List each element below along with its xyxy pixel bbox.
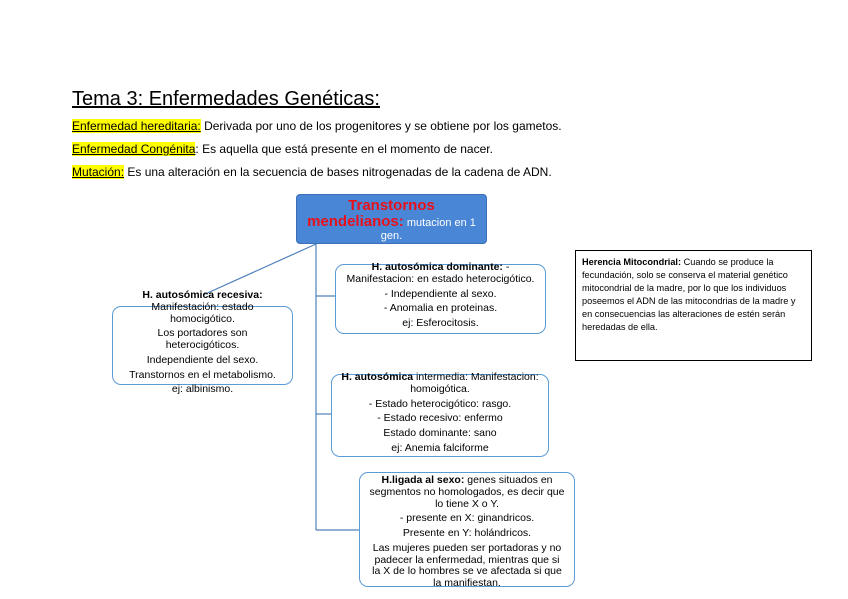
text-dominante [335, 262, 546, 330]
intermedia-line: ej: Anemia falciforme [391, 441, 489, 454]
text-intermedia [331, 372, 549, 455]
text-ligada [359, 475, 575, 590]
main-node-suffix: mutacion en 1 [403, 216, 476, 229]
intermedia-line: homoigótica. [410, 382, 470, 395]
ligada-heading: H.ligada al sexo: [381, 474, 465, 486]
main-node-mendelianos [296, 194, 487, 244]
recesiva-line: homocigótico. [170, 312, 235, 325]
intermedia-heading: H. autosómica [341, 371, 414, 383]
definition-text: Derivada por uno de los progenitores y se obtiene por los gametos. [200, 119, 562, 133]
ligada-line: segmentos no homologados, es decir que [369, 485, 565, 498]
dominante-heading-suffix: - [502, 261, 510, 273]
ligada-line: padecer la enfermedad, mientras que si [374, 553, 560, 566]
recesiva-heading: H. autosómica recesiva: [142, 289, 263, 301]
recesiva-line: heterocigóticos. [165, 339, 240, 351]
ligada-line: la X de lo hombres se ve afectada si que [372, 565, 562, 578]
recesiva-line: Manifestación: estado [151, 300, 254, 313]
branch-recesiva [203, 244, 316, 295]
ligada-line: Las mujeres pueden ser portadoras y no [372, 541, 562, 554]
recesiva-line: ej: albinismo. [171, 383, 234, 396]
page-title: Tema 3: Enfermedades Genéticas: [72, 88, 380, 110]
dominante-line: ej: Esferocitosis. [402, 317, 479, 329]
ligada-heading-suffix: genes situados en [464, 474, 553, 486]
recesiva-line: Transtornos en el metabolismo. [129, 368, 276, 381]
definition-term: Enfermedad hereditaria: [72, 119, 201, 133]
definition-term: Mutación: [72, 165, 125, 179]
recesiva-line: Los portadores son [157, 327, 248, 340]
ligada-line: lo tiene X o Y. [435, 497, 499, 510]
intermedia-heading-suffix: intermedia: Manifestacion: [413, 371, 539, 383]
recesiva-line: Independiente del sexo. [146, 353, 259, 366]
definition-term: Enfermedad Congénita [72, 142, 196, 156]
dominante-line: - Anomalia en proteinas. [383, 302, 498, 315]
dominante-line: - Independiente al sexo. [384, 287, 497, 300]
ligada-line: la manifiestan. [433, 577, 501, 589]
herencia-text: Cuando se produce la fecundación, solo se conserva el material genético mitocondrial de la madre, por lo que los individuos poseemos el ADN de las mitocondrias de la madre y en consecuencias las alteraciones de estén serán heredadas de ella. [582, 257, 796, 333]
text-recesiva [112, 290, 293, 396]
ligada-line: Presente en Y: holándricos. [402, 527, 532, 539]
main-node-suffix-2: gen. [380, 229, 403, 242]
definition-text: : Es aquella que está presente en el momento de nacer. [195, 142, 493, 156]
ligada-line: - presente en X: ginandricos. [399, 512, 535, 525]
main-node-title: Transtornos [348, 197, 435, 214]
definition-text: Es una alteración en la secuencia de bases nitrogenadas de la cadena de ADN. [124, 165, 552, 179]
dominante-heading: H. autosómica dominante: [371, 261, 503, 273]
intermedia-line: - Estado recesivo: enfermo [377, 412, 503, 425]
intermedia-line: - Estado heterocigótico: rasgo. [368, 397, 512, 410]
intermedia-line: Estado dominante: sano [383, 427, 497, 439]
main-node-title-2: mendelianos: [307, 212, 404, 230]
box-herencia-mitocondrial [575, 250, 812, 361]
herencia-heading: Herencia Mitocondrial: [582, 257, 682, 267]
dominante-line: Manifestacion: en estado heterocigótico. [346, 272, 535, 285]
